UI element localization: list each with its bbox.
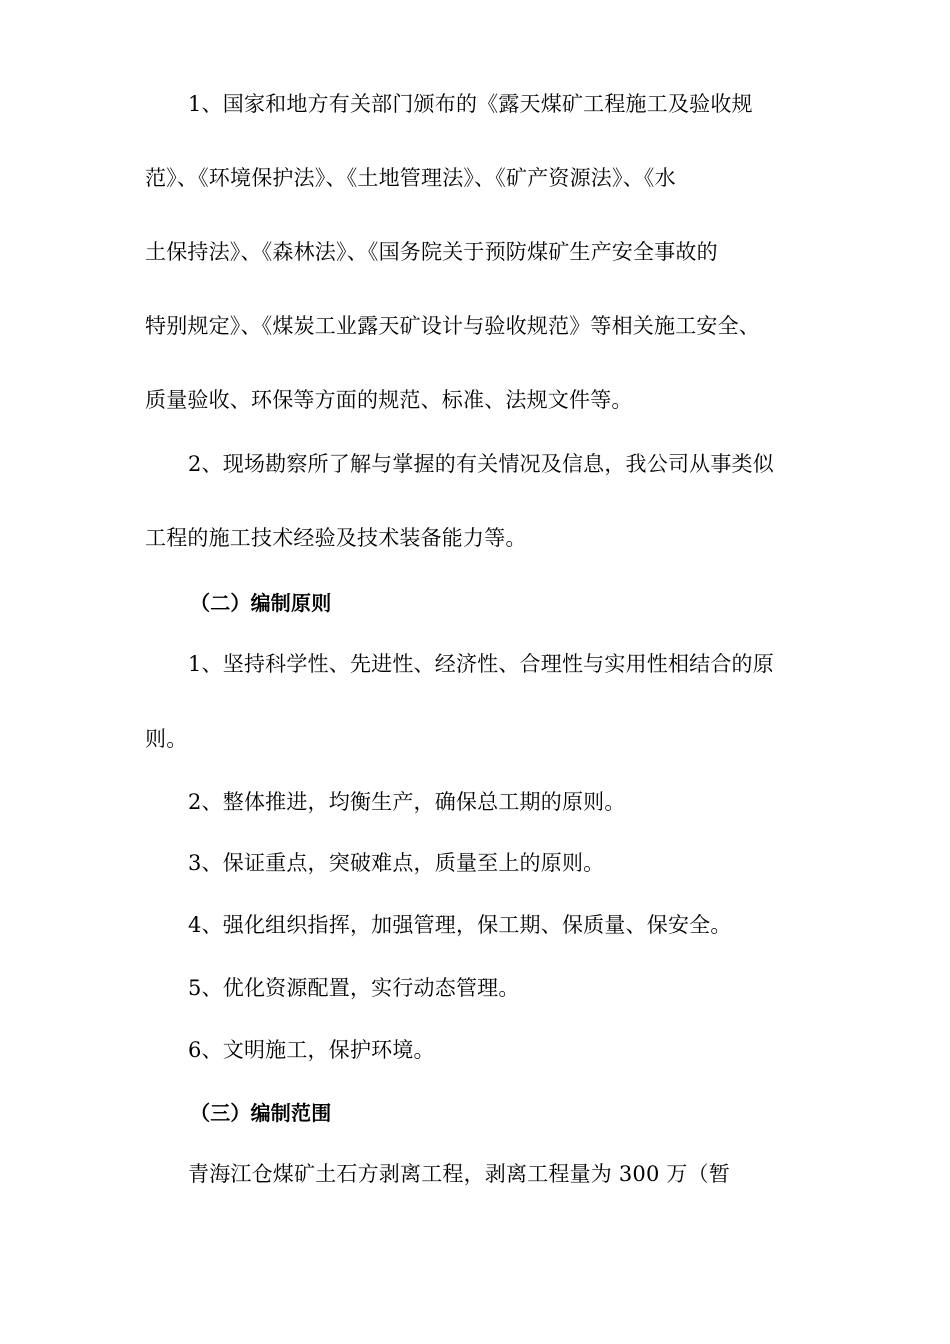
paragraph-line: 工程的施工技术经验及技术装备能力等。 [145,526,527,550]
paragraph-line: 特别规定》、《煤炭工业露天矿设计与验收规范》等相关施工安全、 [145,314,760,338]
list-item: 5、优化资源配置，实行动态管理。 [188,976,520,1000]
paragraph-line: 1、国家和地方有关部门颁布的《露天煤矿工程施工及验收规 [188,92,753,116]
list-item: 6、文明施工，保护环境。 [188,1038,435,1062]
paragraph-line: 2、现场勘察所了解与掌握的有关情况及信息，我公司从事类似 [188,452,774,476]
list-item: 4、强化组织指挥，加强管理，保工期、保质量、保安全。 [188,913,732,937]
paragraph-line: 1、坚持科学性、先进性、经济性、合理性与实用性相结合的原 [188,652,774,676]
paragraph-line: 质量验收、环保等方面的规范、标准、法规文件等。 [145,388,633,412]
list-item: 3、保证重点，突破难点，质量至上的原则。 [188,851,605,875]
paragraph-line: 青海江仓煤矿土石方剥离工程，剥离工程量为 300 万（暂 [188,1162,731,1186]
list-item: 2、整体推进，均衡生产，确保总工期的原则。 [188,790,626,814]
paragraph-line: 则。 [145,727,188,751]
section-heading: （二）编制原则 [190,591,332,615]
paragraph-line: 土保持法》、《森林法》、《国务院关于预防煤矿生产安全事故的 [145,240,718,264]
paragraph-line: 范》、《环境保护法》、《土地管理法》、《矿产资源法》、《水 [145,166,676,190]
section-heading: （三）编制范围 [190,1101,332,1125]
